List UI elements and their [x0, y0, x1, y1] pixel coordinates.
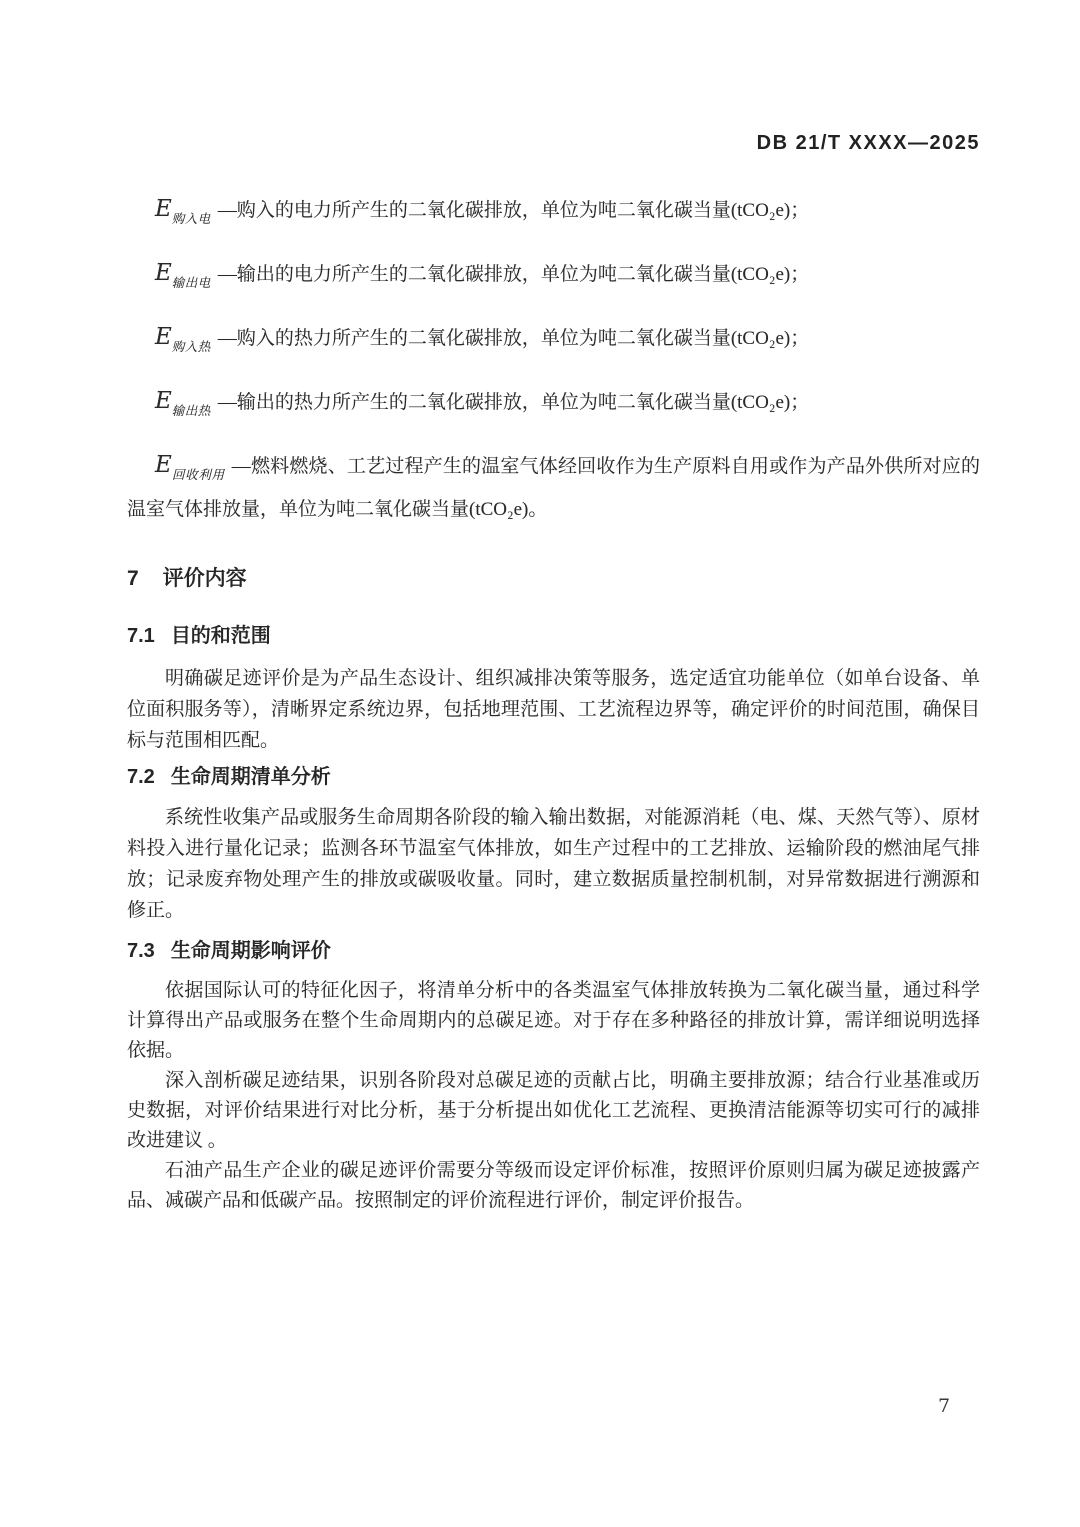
section-number: 7.3 [127, 940, 155, 962]
symbol-e: $E_{回收利用}$ [155, 452, 225, 482]
section-number: 7.1 [127, 625, 155, 647]
symbol-e: $E_{输出电}$ [155, 260, 211, 290]
definition-text: —输出的电力所产生的二氧化碳排放，单位为吨二氧化碳当量(tCO₂e)； [217, 264, 810, 285]
paragraph-7-3-1: 依据国际认可的特征化因子，将清单分析中的各类温室气体排放转换为二氧化碳当量，通过科学计算得出产品或服务在整个生命周期内的总碳足迹。对于存在多种路径的排放计算，需详细说明选择依据。 [127, 980, 980, 1061]
definition-text: —燃料燃烧、工艺过程产生的温室气体经回收作为生产原料自用或作为产品外供所对应的温室气体排放量，单位为吨二氧化碳当量(tCO₂e)。 [127, 456, 980, 520]
definition-text: —输出的热力所产生的二氧化碳排放，单位为吨二氧化碳当量(tCO₂e)； [217, 392, 810, 413]
definition-item-purchased-electricity [127, 192, 980, 236]
section-number: 7 [127, 567, 139, 590]
symbol-e: $E_{购入热}$ [155, 324, 211, 354]
paragraph-7-2: 系统性收集产品或服务生命周期各阶段的输入输出数据，对能源消耗（电、煤、天然气等）、原材料投入进行量化记录；监测各环节温室气体排放，如生产过程中的工艺排放、运输阶段的燃油尾气排放；记录废弃物处理产生的排放或碳吸收量。同时，建立数据质量控制机制，对异常数据进行溯源和修正。 [127, 807, 980, 921]
section-title: 评价内容 [162, 567, 247, 590]
definition-text: —购入的电力所产生的二氧化碳排放，单位为吨二氧化碳当量(tCO₂e)； [217, 200, 810, 221]
definition-item-recycled-use [127, 448, 980, 527]
paragraph-7-1: 明确碳足迹评价是为产品生态设计、组织减排决策等服务，选定适宜功能单位（如单台设备、单位面积服务等），清晰界定系统边界，包括地理范围、工艺流程边界等，确定评价的时间范围，确保目标与范围相匹配。 [127, 668, 980, 751]
section-heading-7 [127, 565, 980, 593]
definition-text: —购入的热力所产生的二氧化碳排放，单位为吨二氧化碳当量(tCO₂e)； [217, 328, 810, 349]
symbol-subscript: 回收利用 [171, 467, 225, 482]
section-heading-7-1 [127, 623, 980, 649]
symbol-subscript: 购入热 [171, 339, 211, 354]
definition-item-purchased-heat [127, 320, 980, 364]
section-heading-7-2 [127, 764, 980, 790]
symbol-e: $E_{购入电}$ [155, 196, 211, 226]
page-number: 7 [938, 1395, 951, 1417]
definition-item-output-electricity [127, 256, 980, 300]
paragraph-7-3-2: 深入剖析碳足迹结果，识别各阶段对总碳足迹的贡献占比，明确主要排放源；结合行业基准或历史数据，对评价结果进行对比分析，基于分析提出如优化工艺流程、更换清洁能源等切实可行的减排改进建议 。 [127, 1070, 980, 1151]
paragraph-7-3-3: 石油产品生产企业的碳足迹评价需要分等级而设定评价标准，按照评价原则归属为碳足迹披露产品、减碳产品和低碳产品。按照制定的评价流程进行评价，制定评价报告。 [127, 1160, 980, 1211]
section-heading-7-3 [127, 938, 980, 964]
symbol-subscript: 输出热 [171, 403, 211, 418]
definitions-list [127, 192, 980, 527]
symbol-e: $E_{输出热}$ [155, 388, 211, 418]
section-title: 目的和范围 [170, 625, 271, 647]
symbol-subscript: 输出电 [171, 275, 211, 290]
section-title: 生命周期清单分析 [170, 766, 331, 788]
symbol-subscript: 购入电 [171, 211, 211, 226]
doc-number: DB 21/T XXXX—2025 [756, 132, 980, 154]
section-title: 生命周期影响评价 [170, 940, 331, 962]
page-content [127, 0, 980, 1216]
document-header [127, 130, 980, 156]
definition-item-output-heat [127, 384, 980, 428]
section-number: 7.2 [127, 766, 155, 788]
